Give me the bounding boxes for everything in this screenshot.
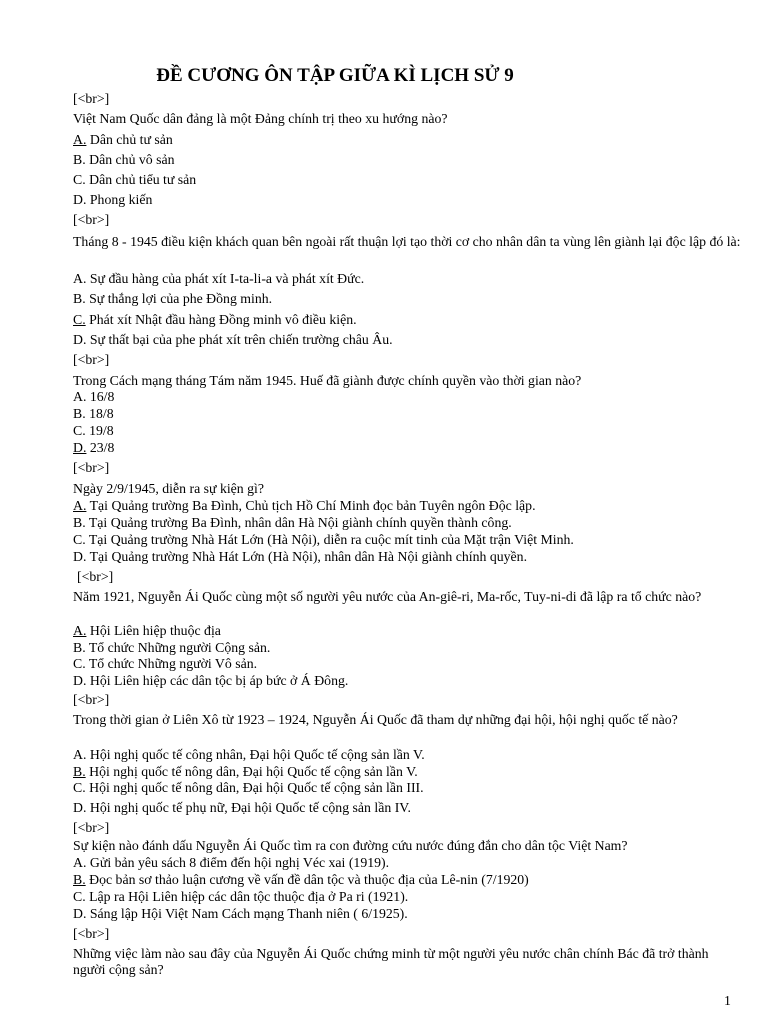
option-letter: C. (73, 423, 86, 438)
answer-option (73, 747, 743, 763)
answer-option (73, 132, 743, 148)
option-letter: B. (73, 152, 86, 167)
break-tag: [<br>] (73, 820, 110, 835)
answer-option (73, 780, 743, 796)
question-text: Những việc làm nào sau đây của Nguyễn Ái Quốc chứng minh từ một người yêu nước chân chính Bác đã trở thành người cộng sản? (73, 946, 709, 977)
option-text: Phong kiến (86, 192, 153, 207)
page-number: 1 (724, 993, 731, 1008)
option-text: Hội nghị quốc tế công nhân, Đại hội Quốc tế cộng sản lần V. (86, 747, 425, 762)
option-letter: A. (73, 271, 87, 286)
option-letter: A. (73, 747, 87, 762)
break-tag: [<br>] (73, 212, 110, 227)
option-letter: C. (73, 172, 86, 187)
question-text: Tháng 8 - 1945 điều kiện khách quan bên ngoài rất thuận lợi tạo thời cơ cho nhân dân ta vùng lên giành lại độc lập đó là: (73, 234, 741, 249)
option-text: 19/8 (85, 423, 114, 438)
option-letter: C. (73, 532, 86, 547)
option-letter: C. (73, 656, 86, 671)
option-text: Tại Quảng trường Ba Đình, nhân dân Hà Nội giành chính quyền thành công. (85, 515, 512, 530)
answer-option (73, 423, 743, 439)
answer-option (73, 906, 743, 922)
break-tag: [<br>] (73, 352, 110, 367)
option-text: 18/8 (85, 406, 114, 421)
question-text: Trong Cách mạng tháng Tám năm 1945. Huế đã giành được chính quyền vào thời gian nào? (73, 373, 582, 388)
break-tag: [<br>] (73, 692, 110, 707)
answer-option (73, 889, 743, 905)
answer-option (73, 515, 743, 531)
option-text: Tổ chức Những người Cộng sản. (85, 640, 271, 655)
answer-option (73, 406, 743, 422)
answer-option (73, 800, 743, 816)
break-tag: [<br>] (73, 926, 110, 941)
option-letter: D. (73, 906, 87, 921)
option-text: Sáng lập Hội Việt Nam Cách mạng Thanh niên ( 6/1925). (86, 906, 408, 921)
option-letter: B. (73, 515, 86, 530)
answer-option (73, 656, 743, 672)
answer-option (73, 440, 743, 456)
option-letter: D. (73, 800, 87, 815)
question-text: Việt Nam Quốc dân đảng là một Đảng chính trị theo xu hướng nào? (73, 111, 448, 126)
option-letter: A. (73, 132, 87, 147)
option-text: Tại Quảng trường Nhà Hát Lớn (Hà Nội), diễn ra cuộc mít tinh của Mặt trận Việt Minh. (85, 532, 574, 547)
option-letter: A. (73, 389, 87, 404)
option-text: Hội nghị quốc tế phụ nữ, Đại hội Quốc tế cộng sản lần IV. (86, 800, 411, 815)
option-text: Sự đầu hàng của phát xít I-ta-li-a và phát xít Đức. (86, 271, 365, 286)
answer-option (73, 498, 743, 514)
option-letter: A. (73, 855, 87, 870)
break-tag: [<br>] (73, 91, 110, 106)
option-letter: D. (73, 549, 87, 564)
option-text: Dân chủ tiểu tư sản (85, 172, 197, 187)
answer-option (73, 549, 743, 565)
question-text: Ngày 2/9/1945, diễn ra sự kiện gì? (73, 481, 265, 496)
option-letter: B. (73, 640, 86, 655)
option-letter: A. (73, 498, 87, 513)
option-letter: C. (73, 889, 86, 904)
option-letter: C. (73, 312, 86, 327)
option-text: Lập ra Hội Liên hiệp các dân tộc thuộc địa ở Pa ri (1921). (85, 889, 409, 904)
option-text: Hội nghị quốc tế nông dân, Đại hội Quốc tế cộng sản lần III. (85, 780, 424, 795)
answer-option (73, 764, 743, 780)
option-text: Tổ chức Những người Vô sản. (85, 656, 258, 671)
answer-option (73, 312, 743, 328)
option-letter: A. (73, 623, 87, 638)
question-text: Trong thời gian ở Liên Xô từ 1923 – 1924, Nguyễn Ái Quốc đã tham dự những đại hội, hội nghị quốc tế nào? (73, 712, 678, 727)
option-text: 23/8 (86, 440, 115, 455)
break-tag: [<br>] (77, 569, 114, 584)
answer-option (73, 855, 743, 871)
option-letter: C. (73, 780, 86, 795)
answer-option (73, 389, 743, 405)
answer-option (73, 872, 743, 888)
option-text: Đọc bản sơ thảo luận cương về vấn đề dân tộc và thuộc địa của Lê-nin (7/1920) (85, 872, 529, 887)
option-letter: D. (73, 192, 87, 207)
answer-option (73, 640, 743, 656)
answer-option (73, 152, 743, 168)
answer-option (73, 271, 743, 287)
option-text: Gửi bản yêu sách 8 điểm đến hội nghị Véc xai (1919). (86, 855, 390, 870)
option-text: Tại Quảng trường Ba Đình, Chủ tịch Hồ Chí Minh đọc bản Tuyên ngôn Độc lập. (86, 498, 536, 513)
question-text: Sự kiện nào đánh dấu Nguyễn Ái Quốc tìm ra con đường cứu nước đúng đắn cho dân tộc Việt Nam? (73, 838, 628, 853)
option-letter: D. (73, 332, 87, 347)
answer-option (73, 332, 743, 348)
answer-option (73, 532, 743, 548)
option-letter: D. (73, 673, 87, 688)
answer-option (73, 673, 743, 689)
option-text: Dân chủ vô sản (85, 152, 175, 167)
option-text: Hội Liên hiệp các dân tộc bị áp bức ở Á Đông. (86, 673, 349, 688)
question-text: Năm 1921, Nguyễn Ái Quốc cùng một số người yêu nước của An-giê-ri, Ma-rốc, Tuy-ni-di đã lập ra tổ chức nào? (73, 589, 702, 604)
answer-option (73, 291, 743, 307)
option-text: Phát xít Nhật đầu hàng Đồng minh vô điều kiện. (85, 312, 357, 327)
option-text: Hội nghị quốc tế nông dân, Đại hội Quốc tế cộng sản lần V. (85, 764, 418, 779)
option-letter: B. (73, 872, 86, 887)
option-text: Sự thắng lợi của phe Đồng minh. (85, 291, 273, 306)
option-text: Hội Liên hiệp thuộc địa (86, 623, 221, 638)
option-text: Sự thất bại của phe phát xít trên chiến trường châu Âu. (86, 332, 393, 347)
answer-option (73, 623, 743, 639)
option-letter: B. (73, 291, 86, 306)
option-letter: B. (73, 406, 86, 421)
option-text: 16/8 (86, 389, 115, 404)
option-text: Dân chủ tư sản (86, 132, 173, 147)
option-letter: B. (73, 764, 86, 779)
option-letter: D. (73, 440, 87, 455)
document-title: ĐỀ CƯƠNG ÔN TẬP GIỮA KÌ LỊCH SỬ 9 (156, 65, 514, 86)
option-text: Tại Quảng trường Nhà Hát Lớn (Hà Nội), nhân dân Hà Nội giành chính quyền. (86, 549, 528, 564)
break-tag: [<br>] (73, 460, 110, 475)
answer-option (73, 172, 743, 188)
answer-option (73, 192, 743, 208)
